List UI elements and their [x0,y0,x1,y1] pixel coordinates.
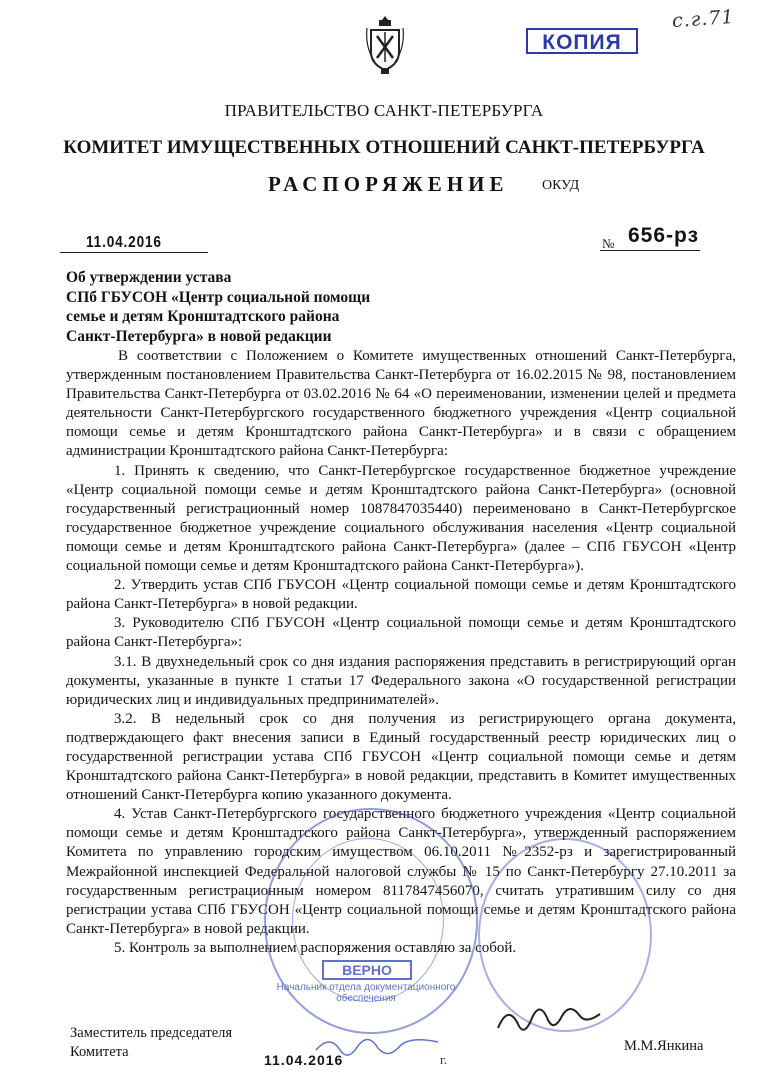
clause-3: 3. Руководителю СПб ГБУСОН «Центр социальной помощи семье и детям Кронштадтского района Санкт-Петербурга»: [66,615,736,651]
clause-3-2: 3.2. В недельный срок со дня получения из регистрирующего органа документа, подтверждающего факт внесения записи в Единый государственный реестр юридических лиц о государственной регистрации устава СПб ГБУСОН «Центр социальной помощи семье и детям Кронштадтского района Санкт-Петербурга» в новой редакции, представить в Комитет имущественных отношений Санкт-Петербурга копию указанного документа. [66,710,736,804]
subject-line: Об утверждении устава [66,269,232,286]
document-subject [66,268,406,346]
number-label: № [602,236,615,251]
government-heading: ПРАВИТЕЛЬСТВО САНКТ-ПЕТЕРБУРГА [224,101,544,120]
document-date: 11.04.2016 [86,234,162,251]
verified-stamp: ВЕРНО [322,960,412,980]
clause-3-1: 3.1. В двухнедельный срок со дня издания распоряжения представить в регистрирующий орган документы, указанные в пункте 1 статьи 17 Федерального закона «О государственной регистрации юридических лиц и индивидуальных предпринимателей». [66,653,736,708]
coat-of-arms-icon [365,14,405,76]
handwritten-corner-note: с.г.71 [671,5,736,33]
preamble-paragraph: В соответствии с Положением о Комитете имущественных отношений Санкт-Петербурга, утвержденным постановлением Правительства Санкт-Петербурга от 16.02.2015 № 98, постановлением Правительства Санкт-Петербурга от 03.02.2016 № 64 «О переименовании, изменении целей и предмета деятельности Санкт-Петербургского государственного бюджетного учреждения «Центр социальной помощи семье и детям Кронштадтского района Санкт-Петербурга» и в связи с обращением администрации Кронштадтского района Санкт-Петербурга: [66,348,736,460]
signer-role-line: Заместитель председателя [70,1025,233,1041]
copy-year-suffix: г. [440,1052,448,1067]
signature-scribble-icon [494,1000,604,1040]
okud-label: ОКУД [542,178,580,193]
clause-4: 4. Устав Санкт-Петербургского государственного бюджетного учреждения «Центр социальной помощи семье и детям Кронштадтского района Санкт-Петербурга», утвержденный распоряжением Комитета по управлению городским имуществом 06.10.2011 №2352-рз и зарегистрированный Межрайонной инспекцией Федеральной налоговой службы № 15 по Санкт-Петербургу 27.10.2011 за государственным регистрационным номером 8117847456070, считать утратившим силу со дня регистрации устава СПб ГБУСОН «Центр социальной помощи семье и детям Кронштадтского района Санкт-Петербурга» в новой редакции. [66,806,736,937]
committee-heading: КОМИТЕТ ИМУЩЕСТВЕННЫХ ОТНОШЕНИЙ САНКТ-ПЕТЕРБУРГА [63,137,705,158]
signer-position [70,1024,232,1062]
date-underline [60,252,208,253]
clause-1: 1. Принять к сведению, что Санкт-Петербургское государственное бюджетное учреждение «Центр социальной помощи семье и детям Кронштадтского района Санкт-Петербурга» (основной государственный регистрационный номер 1087847035440) переименовано в Санкт-Петербургское государственное бюджетное учреждение социального обслуживания населения «Центр социальной помощи семье и детям Кронштадтского района Санкт-Петербурга» (далее – СПб ГБУСОН «Центр социальной помощи семье и детям Кронштадтского района Санкт-Петербурга»). [66,462,736,575]
copy-stamp: КОПИЯ [526,28,638,54]
signer-name: М.М.Янкина [624,1038,704,1054]
clause-5: 5. Контроль за выполнением распоряжения оставляю за собой. [114,939,517,956]
subject-line: семье и детям Кронштадтского района [66,308,340,325]
subject-line: СПб ГБУСОН «Центр социальной помощи [66,288,371,306]
document-number: 656-рз [628,224,700,247]
signer-role-line: Комитета [70,1044,129,1060]
clause-2: 2. Утвердить устав СПб ГБУСОН «Центр социальной помощи семье и детям Кронштадтского района Санкт-Петербурга» в новой редакции. [66,577,736,613]
subject-line: Санкт-Петербурга» в новой редакции [66,327,332,345]
number-underline [600,250,700,251]
document-type-title: РАСПОРЯЖЕНИЕ [268,172,509,196]
copy-certification-date: 11.04.2016 [264,1052,344,1068]
verified-stamp-department: Начальник отдела документационного обеспечения [276,982,456,1004]
